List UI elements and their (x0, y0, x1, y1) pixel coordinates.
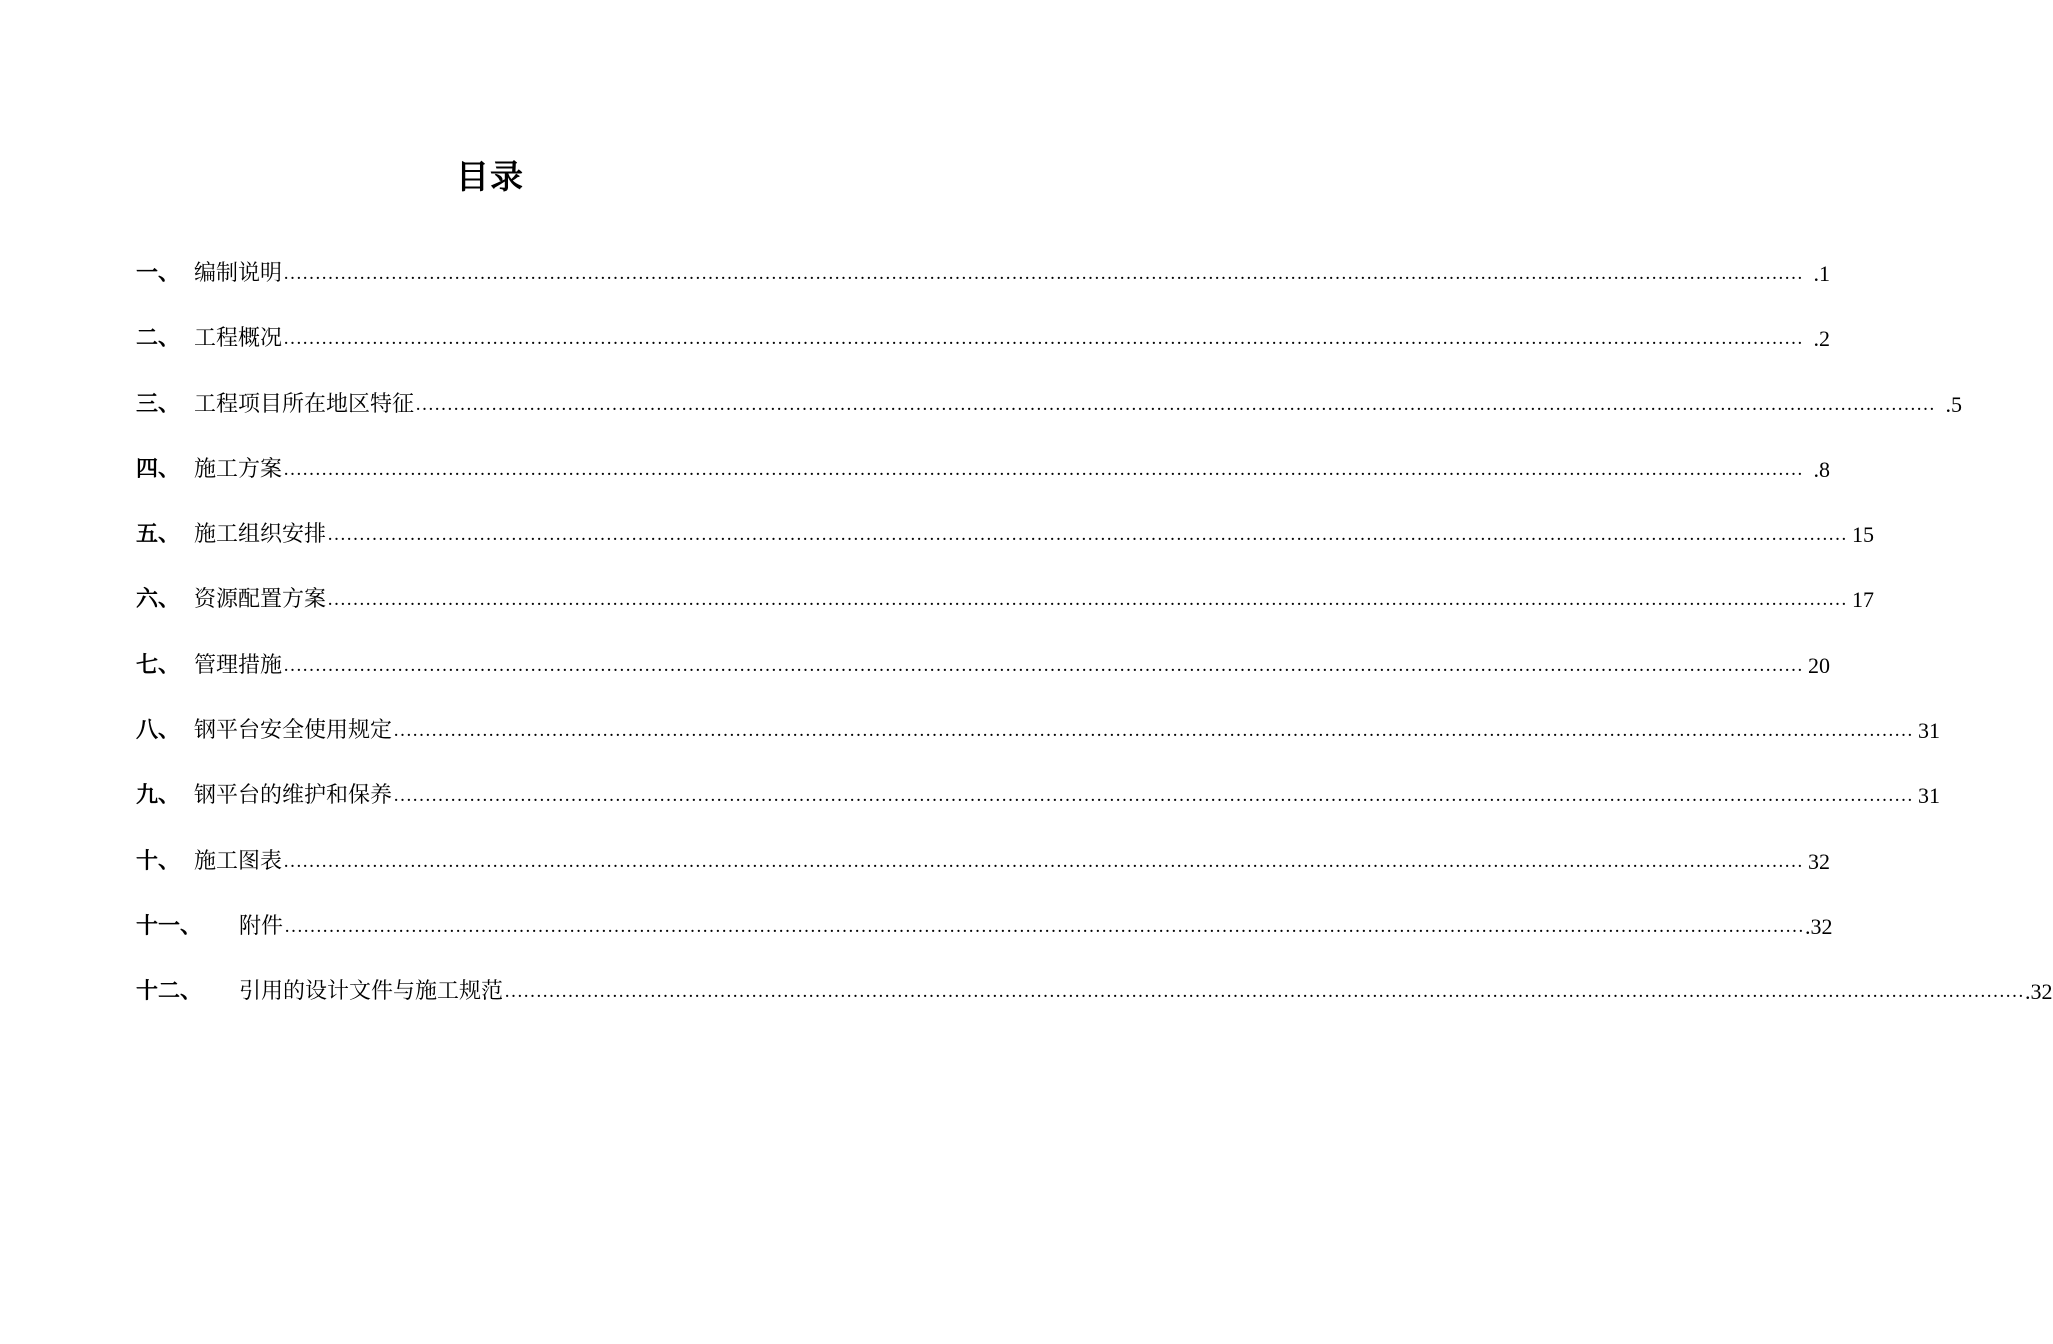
toc-entry-title: 资源配置方案 (194, 587, 327, 613)
toc-dot-leader: …………………………………………………………………………………………………………………………………………………………………………………………………………………… (283, 458, 1804, 480)
toc-entry-page: 17 (1852, 587, 1875, 613)
toc-entry[interactable] (136, 774, 1941, 839)
toc-entry-number: 七、 (136, 652, 181, 678)
toc-dot-leader: …………………………………………………………………………………………………………………………………………………………………………………………………………………… (327, 589, 1848, 611)
toc-entry-title: 钢平台安全使用规定 (194, 718, 393, 744)
toc-entry-title: 工程项目所在地区特征 (194, 391, 415, 417)
toc-entry-title: 附件 (239, 913, 284, 939)
toc-entry[interactable] (136, 317, 1831, 382)
toc-dot-leader: …………………………………………………………………………………………………………………………………………………………………………………………………………………… (283, 328, 1804, 350)
toc-dot-leader: …………………………………………………………………………………………………………………………………………………………………………………………………………………… (504, 981, 2025, 1003)
toc-entry[interactable] (136, 383, 1963, 448)
toc-entry-number: 八、 (136, 718, 181, 744)
toc-entry[interactable] (136, 252, 1831, 317)
toc-entry-page: .2 (1813, 326, 1831, 352)
toc-entry[interactable] (136, 905, 1833, 970)
toc-entry-number: 五、 (136, 522, 181, 548)
toc-entry[interactable] (136, 644, 1831, 709)
toc-entry-number: 二、 (136, 326, 181, 352)
toc-entry-page: .5 (1945, 391, 1963, 417)
toc-entry[interactable] (136, 448, 1831, 513)
toc-entry-page: 15 (1852, 522, 1875, 548)
toc-entry-number: 十一、 (136, 913, 203, 939)
toc-entry[interactable] (136, 578, 1875, 643)
toc-entry-page: .1 (1813, 261, 1831, 286)
toc-entry-page: .32 (1805, 913, 1833, 939)
toc-entry-number: 一、 (136, 261, 181, 286)
toc-entry-number: 十二、 (136, 979, 203, 1005)
toc-entry[interactable] (136, 840, 1831, 905)
toc-entry-title: 工程概况 (194, 326, 283, 352)
toc-dot-leader: …………………………………………………………………………………………………………………………………………………………………………………………………………………… (284, 915, 1805, 937)
toc-entry-title: 钢平台的维护和保养 (194, 783, 393, 809)
page-title: 目录 (456, 157, 524, 196)
toc-entry-page: 20 (1808, 652, 1831, 678)
toc-entry[interactable] (136, 970, 2053, 1035)
toc-entry-number: 四、 (136, 456, 181, 482)
toc-entry-title: 引用的设计文件与施工规范 (239, 979, 504, 1005)
toc-entry-page: 31 (1918, 718, 1941, 744)
toc-list (136, 252, 2053, 1036)
toc-entry-number: 十、 (136, 848, 181, 874)
toc-dot-leader: …………………………………………………………………………………………………………………………………………………………………………………………………………………… (393, 720, 1914, 742)
toc-dot-leader: …………………………………………………………………………………………………………………………………………………………………………………………………………………… (283, 850, 1804, 872)
toc-entry-title: 管理措施 (194, 652, 283, 678)
toc-dot-leader: …………………………………………………………………………………………………………………………………………………………………………………………………………………… (283, 263, 1804, 284)
toc-entry-number: 三、 (136, 391, 181, 417)
toc-entry-title: 施工组织安排 (194, 522, 327, 548)
toc-entry-title: 施工方案 (194, 456, 283, 482)
toc-dot-leader: …………………………………………………………………………………………………………………………………………………………………………………………………………………… (327, 524, 1848, 546)
toc-entry-title: 编制说明 (194, 261, 283, 286)
toc-entry-page: 31 (1918, 783, 1941, 809)
toc-entry-title: 施工图表 (194, 848, 283, 874)
toc-dot-leader: …………………………………………………………………………………………………………………………………………………………………………………………………………………… (415, 393, 1936, 415)
toc-entry-page: .32 (2025, 979, 2053, 1005)
toc-dot-leader: …………………………………………………………………………………………………………………………………………………………………………………………………………………… (283, 654, 1804, 676)
toc-entry-page: 32 (1808, 848, 1831, 874)
toc-entry-page: .8 (1813, 456, 1831, 482)
toc-entry[interactable] (136, 513, 1875, 578)
toc-entry-number: 九、 (136, 783, 181, 809)
toc-entry-number: 六、 (136, 587, 181, 613)
toc-dot-leader: …………………………………………………………………………………………………………………………………………………………………………………………………………………… (393, 785, 1914, 807)
toc-entry[interactable] (136, 709, 1941, 774)
